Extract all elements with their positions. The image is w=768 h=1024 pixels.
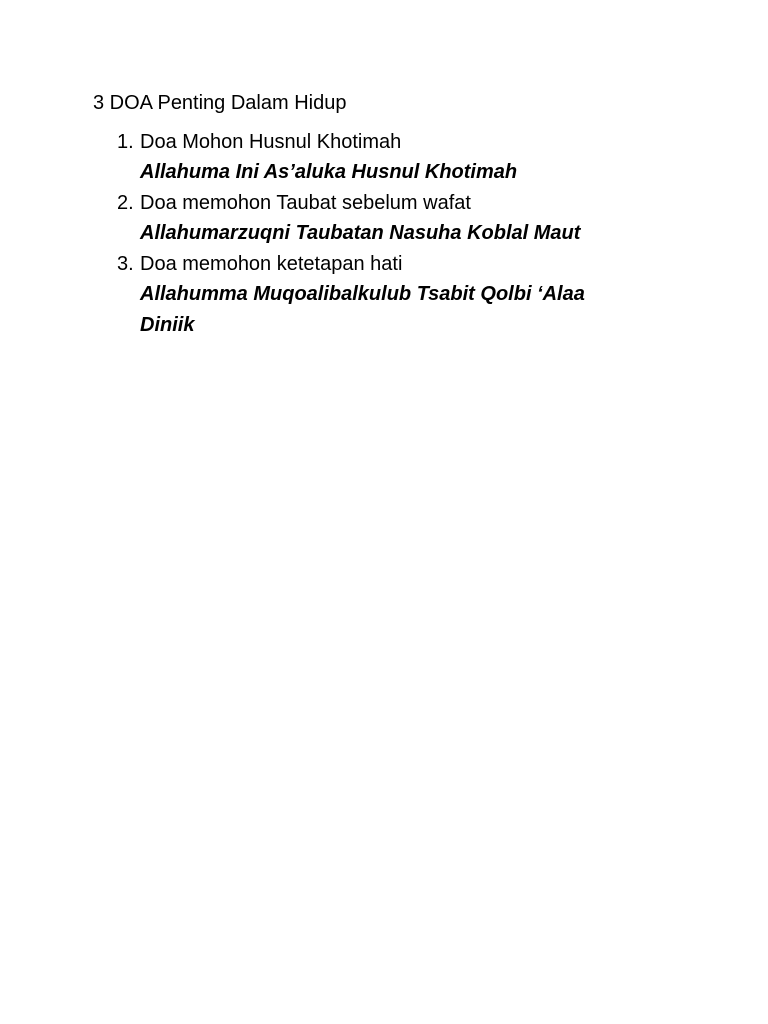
item-number: 1. — [117, 131, 134, 153]
item-number: 2. — [117, 192, 134, 214]
document-title: 3 DOA Penting Dalam Hidup — [93, 92, 347, 114]
doa-name: Doa memohon Taubat sebelum wafat — [140, 192, 471, 214]
doa-name: Doa memohon ketetapan hati — [140, 253, 403, 275]
doa-recitation: Allahuma Ini As’aluka Husnul Khotimah — [140, 161, 518, 183]
doa-recitation: Allahumarzuqni Taubatan Nasuha Koblal Maut — [140, 222, 581, 244]
doa-name: Doa Mohon Husnul Khotimah — [140, 131, 402, 153]
item-number: 3. — [117, 253, 134, 275]
doa-recitation: Allahumma Muqoalibalkulub Tsabit Qolbi ‘Alaa Diniik — [140, 283, 585, 336]
